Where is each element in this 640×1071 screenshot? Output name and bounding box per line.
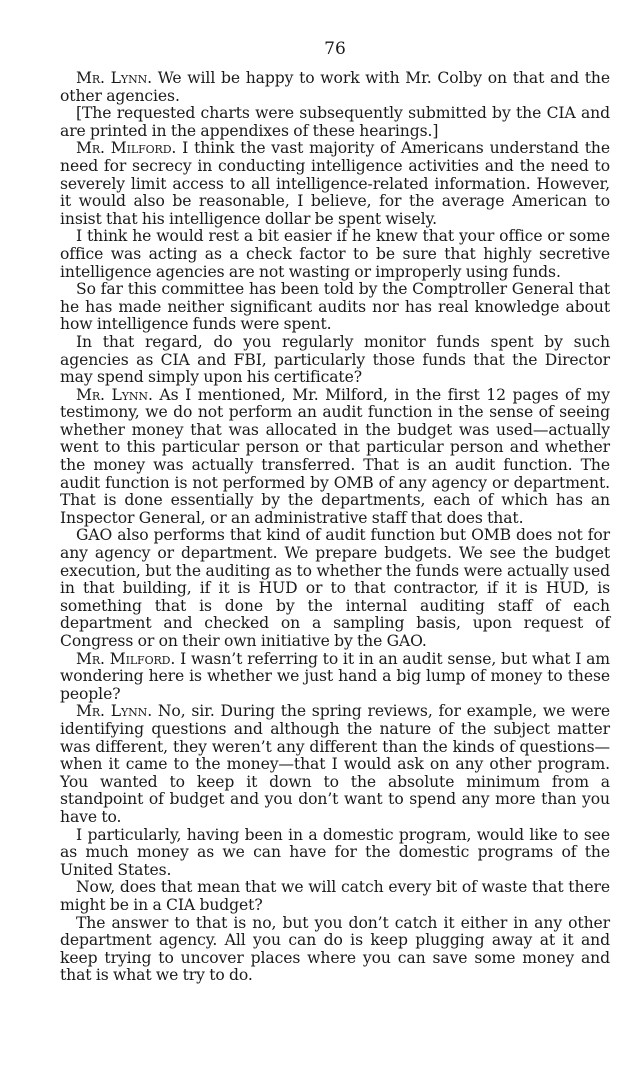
paragraph-text: I wasn’t referring to it in an audit sense, but what I am wondering here is whether we just hand a big lump of money to these people?: [60, 649, 610, 703]
paragraph-text: I particularly, having been in a domestic program, would like to see as much money as we can have for the domestic programs of the United States.: [60, 825, 610, 879]
speaker-name: Mr. Lynn.: [76, 702, 153, 721]
paragraph: [60, 228, 610, 281]
paragraph: [60, 387, 610, 528]
paragraph-text: I think the vast majority of Americans understand the need for secrecy in conducting intelligence activities and the need to severely limit access to all intelligence-related information. However, it would also be reasonable, I believe, for the average American to insist that his intelligence dollar be spent wisely.: [60, 139, 610, 228]
paragraph-text: As I mentioned, Mr. Milford, in the first 12 pages of my testimony, we do not perform an audit function in the sense of seeing whether money that was allocated in the budget was used—actually went to this particular person or that particular person and whether the money was actually transferred. That is an audit function. The audit function is not performed by OMB of any agency or department. That is done essentially by the departments, each of which has an Inspector General, or an administrative staff that does that.: [60, 385, 610, 527]
paragraph-text: GAO also performs that kind of audit function but OMB does not for any agency or department. We prepare budgets. We see the budget execution, but the auditing as to whether the funds were actually used in that building, if it is HUD or to that contractor, if it is HUD, is something that is done by the internal auditing staff of each department and checked on a sampling basis, upon request of Congress or on their own initiative by the GAO.: [60, 526, 610, 650]
paragraph: [60, 70, 610, 105]
paragraph: [60, 879, 610, 914]
speaker-name: Mr. Lynn.: [76, 69, 152, 87]
paragraph-text: The answer to that is no, but you don’t catch it either in any other department agency. All you can do is keep plugging away at it and keep trying to uncover places where you can save some money and that is what we try to do.: [60, 913, 610, 985]
paragraph-text: In that regard, do you regularly monitor funds spent by such agencies as CIA and FBI, particularly those funds that the Director may spend simply upon his certificate?: [60, 332, 610, 387]
paragraph: [60, 527, 610, 650]
document-body: [60, 70, 610, 985]
speaker-name: Mr. Milford.: [76, 139, 177, 158]
paragraph: [60, 140, 610, 228]
document-page: [60, 38, 610, 985]
paragraph-text: We will be happy to work with Mr. Colby on that and the other agencies.: [60, 69, 611, 105]
page-number: 76: [324, 39, 346, 59]
paragraph-text: [The requested charts were subsequently submitted by the CIA and are printed in the appendixes of these hearings.]: [60, 104, 610, 140]
paragraph: [60, 703, 610, 826]
paragraph: [60, 651, 610, 704]
paragraph-text: Now, does that mean that we will catch every bit of waste that there might be in a CIA budget?: [60, 878, 610, 914]
paragraph: [60, 105, 610, 140]
paragraph-text: So far this committee has been told by the Comptroller General that he has made neither significant audits nor has real knowledge about how intelligence funds were spent.: [60, 280, 610, 334]
paragraph: [60, 827, 610, 880]
paragraph-text: No, sir. During the spring reviews, for example, we were identifying questions and although the nature of the subject matter was different, they weren’t any different than the kinds of questions—when it came to the money—that I would ask on any other program. You wanted to keep it down to the absolute minimum from a standpoint of budget and you don’t want to spend any more than you have to.: [60, 702, 610, 826]
paragraph: [60, 334, 610, 387]
speaker-name: Mr. Milford.: [76, 649, 176, 668]
paragraph-text: I think he would rest a bit easier if he knew that your office or some office was acting as a check factor to be sure that highly secretive intelligence agencies are not wasting or improperly using funds.: [60, 227, 610, 281]
paragraph: [60, 915, 610, 985]
paragraph: [60, 281, 610, 334]
speaker-name: Mr. Lynn.: [76, 385, 153, 404]
